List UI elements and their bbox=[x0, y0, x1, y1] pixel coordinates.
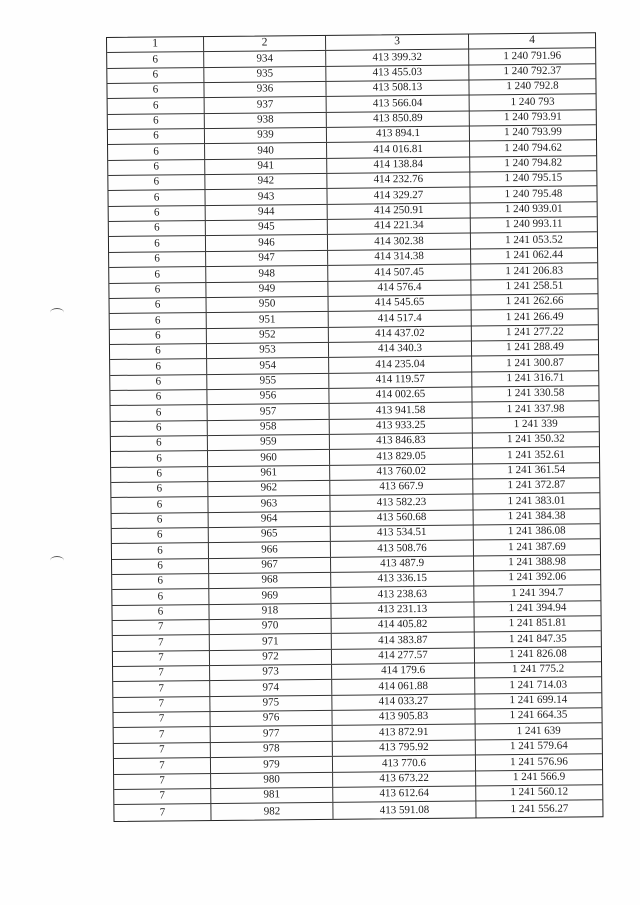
section-number-cell: 6 bbox=[112, 589, 209, 604]
section-number-cell: 6 bbox=[109, 252, 206, 267]
y-coordinate-cell: 1 240 792.37 bbox=[503, 64, 562, 78]
x-coordinate-cell: 414 235.04 bbox=[329, 357, 472, 373]
y-coordinate-cell: 1 241 384.38 bbox=[507, 509, 566, 523]
x-coordinate-cell: 413 846.83 bbox=[330, 433, 473, 449]
y-coordinate-cell: 1 241 664.35 bbox=[509, 709, 568, 722]
section-number-cell: 6 bbox=[110, 298, 207, 313]
y-coordinate-cell: 1 240 794.62 bbox=[504, 141, 563, 154]
y-coordinate-cell: 1 241 062.44 bbox=[505, 248, 564, 262]
y-coordinate-cell: 1 240 793.99 bbox=[504, 126, 562, 139]
section-number-cell: 6 bbox=[112, 605, 209, 620]
section-number-cell: 6 bbox=[110, 313, 207, 328]
y-coordinate-cell: 1 240 793 bbox=[510, 95, 555, 108]
section-number-cell: 6 bbox=[111, 405, 208, 420]
y-coordinate-cell: 1 241 851.81 bbox=[508, 617, 567, 630]
point-number-cell: 951 bbox=[207, 312, 329, 328]
section-number-cell: 6 bbox=[110, 390, 207, 405]
x-coordinate-cell: 413 872.91 bbox=[333, 725, 476, 741]
section-number-cell: 6 bbox=[110, 375, 207, 390]
section-number-cell: 6 bbox=[108, 114, 205, 129]
x-coordinate-cell: 414 033.27 bbox=[332, 694, 475, 710]
x-coordinate-cell: 414 250.91 bbox=[328, 203, 471, 219]
section-number-cell: 6 bbox=[111, 497, 208, 512]
y-coordinate-cell: 1 241 566.9 bbox=[512, 770, 566, 783]
y-coordinate-cell: 1 241 277.22 bbox=[505, 325, 564, 339]
x-coordinate-cell: 413 560.68 bbox=[331, 510, 474, 526]
x-coordinate-cell: 414 138.84 bbox=[327, 157, 470, 173]
section-number-cell: 7 bbox=[113, 635, 210, 650]
point-number-cell: 955 bbox=[207, 373, 329, 389]
section-number-cell: 7 bbox=[113, 681, 210, 696]
x-coordinate-cell: 413 612.64 bbox=[333, 786, 476, 802]
section-number-cell: 7 bbox=[113, 697, 210, 712]
x-coordinate-cell: 413 894.1 bbox=[327, 127, 470, 143]
y-coordinate-cell: 1 241 258.51 bbox=[505, 279, 564, 293]
section-number-cell: 6 bbox=[109, 221, 206, 236]
y-coordinate-cell: 1 241 372.87 bbox=[507, 478, 566, 492]
section-number-cell: 6 bbox=[111, 421, 208, 436]
y-coordinate-cell: 1 240 793.91 bbox=[503, 110, 562, 124]
point-number-cell: 952 bbox=[207, 327, 329, 343]
x-coordinate-cell: 413 231.13 bbox=[331, 602, 474, 618]
section-number-cell: 6 bbox=[112, 513, 209, 528]
y-coordinate-cell: 1 241 266.49 bbox=[505, 310, 564, 323]
section-number-cell: 7 bbox=[114, 727, 211, 742]
section-number-cell: 6 bbox=[112, 574, 209, 589]
section-number-cell: 6 bbox=[109, 283, 206, 298]
y-coordinate-cell: 1 241 053.52 bbox=[505, 233, 563, 246]
y-coordinate-cell: 1 241 847.35 bbox=[508, 632, 567, 645]
section-number-cell: 6 bbox=[112, 528, 209, 543]
x-coordinate-cell: 413 591.08 bbox=[333, 802, 476, 819]
point-number-cell: 948 bbox=[206, 266, 328, 282]
point-number-cell: 981 bbox=[211, 788, 333, 804]
x-coordinate-cell: 414 179.6 bbox=[332, 664, 475, 680]
x-coordinate-cell: 413 667.9 bbox=[330, 479, 473, 495]
y-coordinate-cell: 1 241 350.32 bbox=[506, 432, 565, 446]
x-coordinate-cell: 413 508.13 bbox=[326, 81, 469, 97]
section-number-cell: 6 bbox=[111, 482, 208, 497]
y-coordinate-cell: 1 241 394.7 bbox=[511, 586, 564, 599]
section-number-cell: 6 bbox=[109, 237, 206, 252]
point-number-cell: 944 bbox=[206, 205, 328, 221]
point-number-cell: 960 bbox=[208, 450, 330, 466]
section-number-cell: 6 bbox=[107, 83, 204, 98]
column-header-1: 1 bbox=[107, 37, 204, 52]
section-number-cell: 7 bbox=[113, 620, 210, 635]
point-number-cell: 977 bbox=[211, 726, 333, 742]
point-number-cell: 976 bbox=[210, 711, 332, 727]
section-number-cell: 7 bbox=[114, 804, 211, 820]
point-number-cell: 934 bbox=[204, 51, 326, 67]
y-coordinate-cell: 1 240 795.48 bbox=[504, 187, 563, 200]
y-coordinate-cell: 1 240 794.82 bbox=[504, 156, 563, 170]
x-coordinate-cell: 414 383.87 bbox=[332, 633, 475, 649]
point-number-cell: 972 bbox=[210, 650, 332, 666]
section-number-cell: 7 bbox=[113, 666, 210, 681]
section-number-cell: 7 bbox=[114, 758, 211, 773]
point-number-cell: 941 bbox=[205, 159, 327, 175]
column-header-3: 3 bbox=[326, 35, 469, 51]
point-number-cell: 939 bbox=[205, 128, 327, 144]
point-number-cell: 974 bbox=[210, 680, 332, 696]
point-number-cell: 953 bbox=[207, 343, 329, 359]
column-header-2: 2 bbox=[204, 36, 326, 52]
y-coordinate-cell: 1 240 939.01 bbox=[504, 202, 563, 216]
x-coordinate-cell: 414 517.4 bbox=[329, 311, 472, 327]
point-number-cell: 969 bbox=[209, 588, 331, 604]
x-coordinate-cell: 414 507.45 bbox=[328, 265, 471, 281]
y-coordinate-cell: 1 241 330.58 bbox=[506, 386, 565, 400]
y-coordinate-cell: 1 241 387.69 bbox=[507, 540, 566, 553]
section-number-cell: 6 bbox=[107, 68, 204, 83]
x-coordinate-cell: 413 238.63 bbox=[331, 587, 474, 603]
x-coordinate-cell: 413 905.83 bbox=[332, 710, 475, 726]
point-number-cell: 971 bbox=[210, 634, 332, 650]
section-number-cell: 6 bbox=[111, 451, 208, 466]
y-coordinate-cell: 1 240 791.96 bbox=[503, 49, 562, 62]
section-number-cell: 6 bbox=[108, 129, 205, 144]
x-coordinate-cell: 413 582.23 bbox=[330, 495, 473, 511]
x-coordinate-cell: 414 545.65 bbox=[329, 295, 472, 311]
point-number-cell: 982 bbox=[211, 803, 333, 820]
section-number-cell: 7 bbox=[114, 774, 211, 789]
column-header-4: 4 bbox=[529, 34, 535, 47]
x-coordinate-cell: 414 329.27 bbox=[327, 188, 470, 204]
margin-mark-top bbox=[50, 308, 64, 317]
x-coordinate-cell: 413 566.04 bbox=[327, 96, 470, 112]
x-coordinate-cell: 414 119.57 bbox=[329, 372, 472, 388]
point-number-cell: 967 bbox=[209, 558, 331, 574]
x-coordinate-cell: 413 795.92 bbox=[333, 740, 476, 756]
y-coordinate-cell: 1 241 300.87 bbox=[506, 356, 565, 369]
y-coordinate-cell: 1 241 339 bbox=[513, 417, 558, 431]
x-coordinate-cell: 414 302.38 bbox=[328, 234, 471, 250]
point-number-cell: 949 bbox=[206, 281, 328, 297]
section-number-cell: 6 bbox=[110, 329, 207, 344]
x-coordinate-cell: 414 576.4 bbox=[328, 280, 471, 296]
x-coordinate-cell: 413 534.51 bbox=[331, 525, 474, 541]
point-number-cell: 966 bbox=[209, 542, 331, 558]
x-coordinate-cell: 413 487.9 bbox=[331, 556, 474, 572]
x-coordinate-cell: 414 277.57 bbox=[332, 648, 475, 664]
section-number-cell: 6 bbox=[109, 267, 206, 282]
y-coordinate-cell: 1 241 576.96 bbox=[510, 755, 568, 768]
point-number-cell: 962 bbox=[208, 481, 330, 497]
y-coordinate-cell: 1 241 775.2 bbox=[511, 663, 565, 676]
point-number-cell: 956 bbox=[207, 389, 329, 405]
x-coordinate-cell: 413 508.76 bbox=[331, 541, 474, 557]
x-coordinate-cell: 413 941.58 bbox=[330, 403, 473, 419]
point-number-cell: 937 bbox=[205, 97, 327, 113]
x-coordinate-cell: 413 933.25 bbox=[330, 418, 473, 434]
section-number-cell: 7 bbox=[113, 712, 210, 727]
section-number-cell: 6 bbox=[108, 160, 205, 175]
x-coordinate-cell: 413 455.03 bbox=[326, 65, 469, 81]
y-coordinate-cell: 1 240 792.8 bbox=[506, 80, 559, 93]
y-coordinate-cell: 1 241 316.71 bbox=[506, 371, 565, 385]
x-coordinate-cell: 414 340.3 bbox=[329, 341, 472, 357]
point-number-cell: 964 bbox=[209, 512, 331, 528]
point-number-cell: 947 bbox=[206, 251, 328, 267]
point-number-cell: 965 bbox=[209, 527, 331, 543]
y-coordinate-cell: 1 241 639 bbox=[516, 724, 561, 737]
point-number-cell: 950 bbox=[207, 297, 329, 313]
x-coordinate-cell: 413 850.89 bbox=[327, 111, 470, 127]
y-coordinate-cell: 1 241 352.61 bbox=[507, 448, 565, 461]
y-coordinate-cell: 1 241 699.14 bbox=[509, 693, 568, 707]
x-coordinate-cell: 413 829.05 bbox=[330, 449, 473, 465]
y-coordinate-cell: 1 241 262.66 bbox=[505, 294, 564, 308]
margin-mark-bottom bbox=[50, 556, 64, 565]
point-number-cell: 958 bbox=[208, 419, 330, 435]
section-number-cell: 6 bbox=[112, 559, 209, 574]
section-number-cell: 6 bbox=[109, 206, 206, 221]
y-coordinate-cell: 1 241 386.08 bbox=[507, 524, 566, 538]
section-number-cell: 6 bbox=[110, 344, 207, 359]
y-coordinate-cell: 1 241 388.98 bbox=[508, 555, 566, 569]
x-coordinate-cell: 414 061.88 bbox=[332, 679, 475, 695]
point-number-cell: 957 bbox=[208, 404, 330, 420]
x-coordinate-cell: 413 399.32 bbox=[326, 50, 469, 66]
point-number-cell: 963 bbox=[208, 496, 330, 512]
x-coordinate-cell: 414 232.76 bbox=[327, 173, 470, 189]
x-coordinate-cell: 413 336.15 bbox=[331, 572, 474, 588]
y-coordinate-cell: 1 240 993.11 bbox=[505, 218, 563, 231]
x-coordinate-cell: 414 405.82 bbox=[332, 618, 475, 634]
point-number-cell: 943 bbox=[205, 189, 327, 205]
section-number-cell: 6 bbox=[111, 436, 208, 451]
coordinates-table bbox=[106, 32, 604, 821]
point-number-cell: 968 bbox=[209, 573, 331, 589]
point-number-cell: 980 bbox=[211, 772, 333, 788]
y-coordinate-cell: 1 241 206.83 bbox=[505, 264, 564, 277]
section-number-cell: 7 bbox=[113, 651, 210, 666]
point-number-cell: 975 bbox=[210, 696, 332, 712]
x-coordinate-cell: 414 437.02 bbox=[329, 326, 472, 342]
y-coordinate-cell: 1 241 337.98 bbox=[506, 402, 565, 415]
y-coordinate-cell: 1 241 361.54 bbox=[507, 463, 566, 477]
y-coordinate-cell: 1 241 288.49 bbox=[506, 340, 564, 354]
point-number-cell: 979 bbox=[211, 757, 333, 773]
y-coordinate-cell: 1 240 795.15 bbox=[504, 172, 563, 185]
point-number-cell: 954 bbox=[207, 358, 329, 374]
section-number-cell: 6 bbox=[110, 359, 207, 374]
section-number-cell: 6 bbox=[107, 52, 204, 67]
point-number-cell: 936 bbox=[204, 82, 326, 98]
point-number-cell: 945 bbox=[206, 220, 328, 236]
point-number-cell: 940 bbox=[205, 143, 327, 159]
section-number-cell: 6 bbox=[108, 98, 205, 113]
point-number-cell: 961 bbox=[208, 465, 330, 481]
y-coordinate-cell: 1 241 383.01 bbox=[507, 494, 566, 507]
y-coordinate-cell: 1 241 560.12 bbox=[510, 785, 569, 799]
section-number-cell: 6 bbox=[108, 144, 205, 159]
y-coordinate-cell: 1 241 826.08 bbox=[509, 647, 567, 661]
point-number-cell: 942 bbox=[205, 174, 327, 190]
x-coordinate-cell: 414 314.38 bbox=[328, 249, 471, 265]
y-coordinate-cell: 1 241 714.03 bbox=[509, 678, 568, 691]
y-coordinate-cell: 1 241 394.94 bbox=[508, 601, 567, 615]
section-number-cell: 6 bbox=[108, 175, 205, 190]
section-number-cell: 6 bbox=[108, 190, 205, 205]
x-coordinate-cell: 413 770.6 bbox=[333, 756, 476, 772]
y-coordinate-cell: 1 241 392.06 bbox=[508, 570, 567, 584]
point-number-cell: 978 bbox=[211, 742, 333, 758]
point-number-cell: 938 bbox=[205, 113, 327, 129]
point-number-cell: 946 bbox=[206, 235, 328, 251]
y-coordinate-cell: 1 241 556.27 bbox=[510, 802, 569, 815]
x-coordinate-cell: 414 002.65 bbox=[329, 387, 472, 403]
section-number-cell: 6 bbox=[112, 543, 209, 558]
section-number-cell: 6 bbox=[111, 467, 208, 482]
point-number-cell: 970 bbox=[210, 619, 332, 635]
table-row bbox=[114, 800, 602, 820]
section-number-cell: 7 bbox=[114, 743, 211, 758]
section-number-cell: 7 bbox=[114, 789, 211, 804]
point-number-cell: 918 bbox=[209, 604, 331, 620]
x-coordinate-cell: 413 673.22 bbox=[333, 771, 476, 787]
x-coordinate-cell: 414 221.34 bbox=[328, 219, 471, 235]
point-number-cell: 959 bbox=[208, 435, 330, 451]
point-number-cell: 935 bbox=[204, 67, 326, 83]
point-number-cell: 973 bbox=[210, 665, 332, 681]
y-coordinate-cell: 1 241 579.64 bbox=[509, 739, 568, 753]
x-coordinate-cell: 413 760.02 bbox=[330, 464, 473, 480]
x-coordinate-cell: 414 016.81 bbox=[327, 142, 470, 158]
